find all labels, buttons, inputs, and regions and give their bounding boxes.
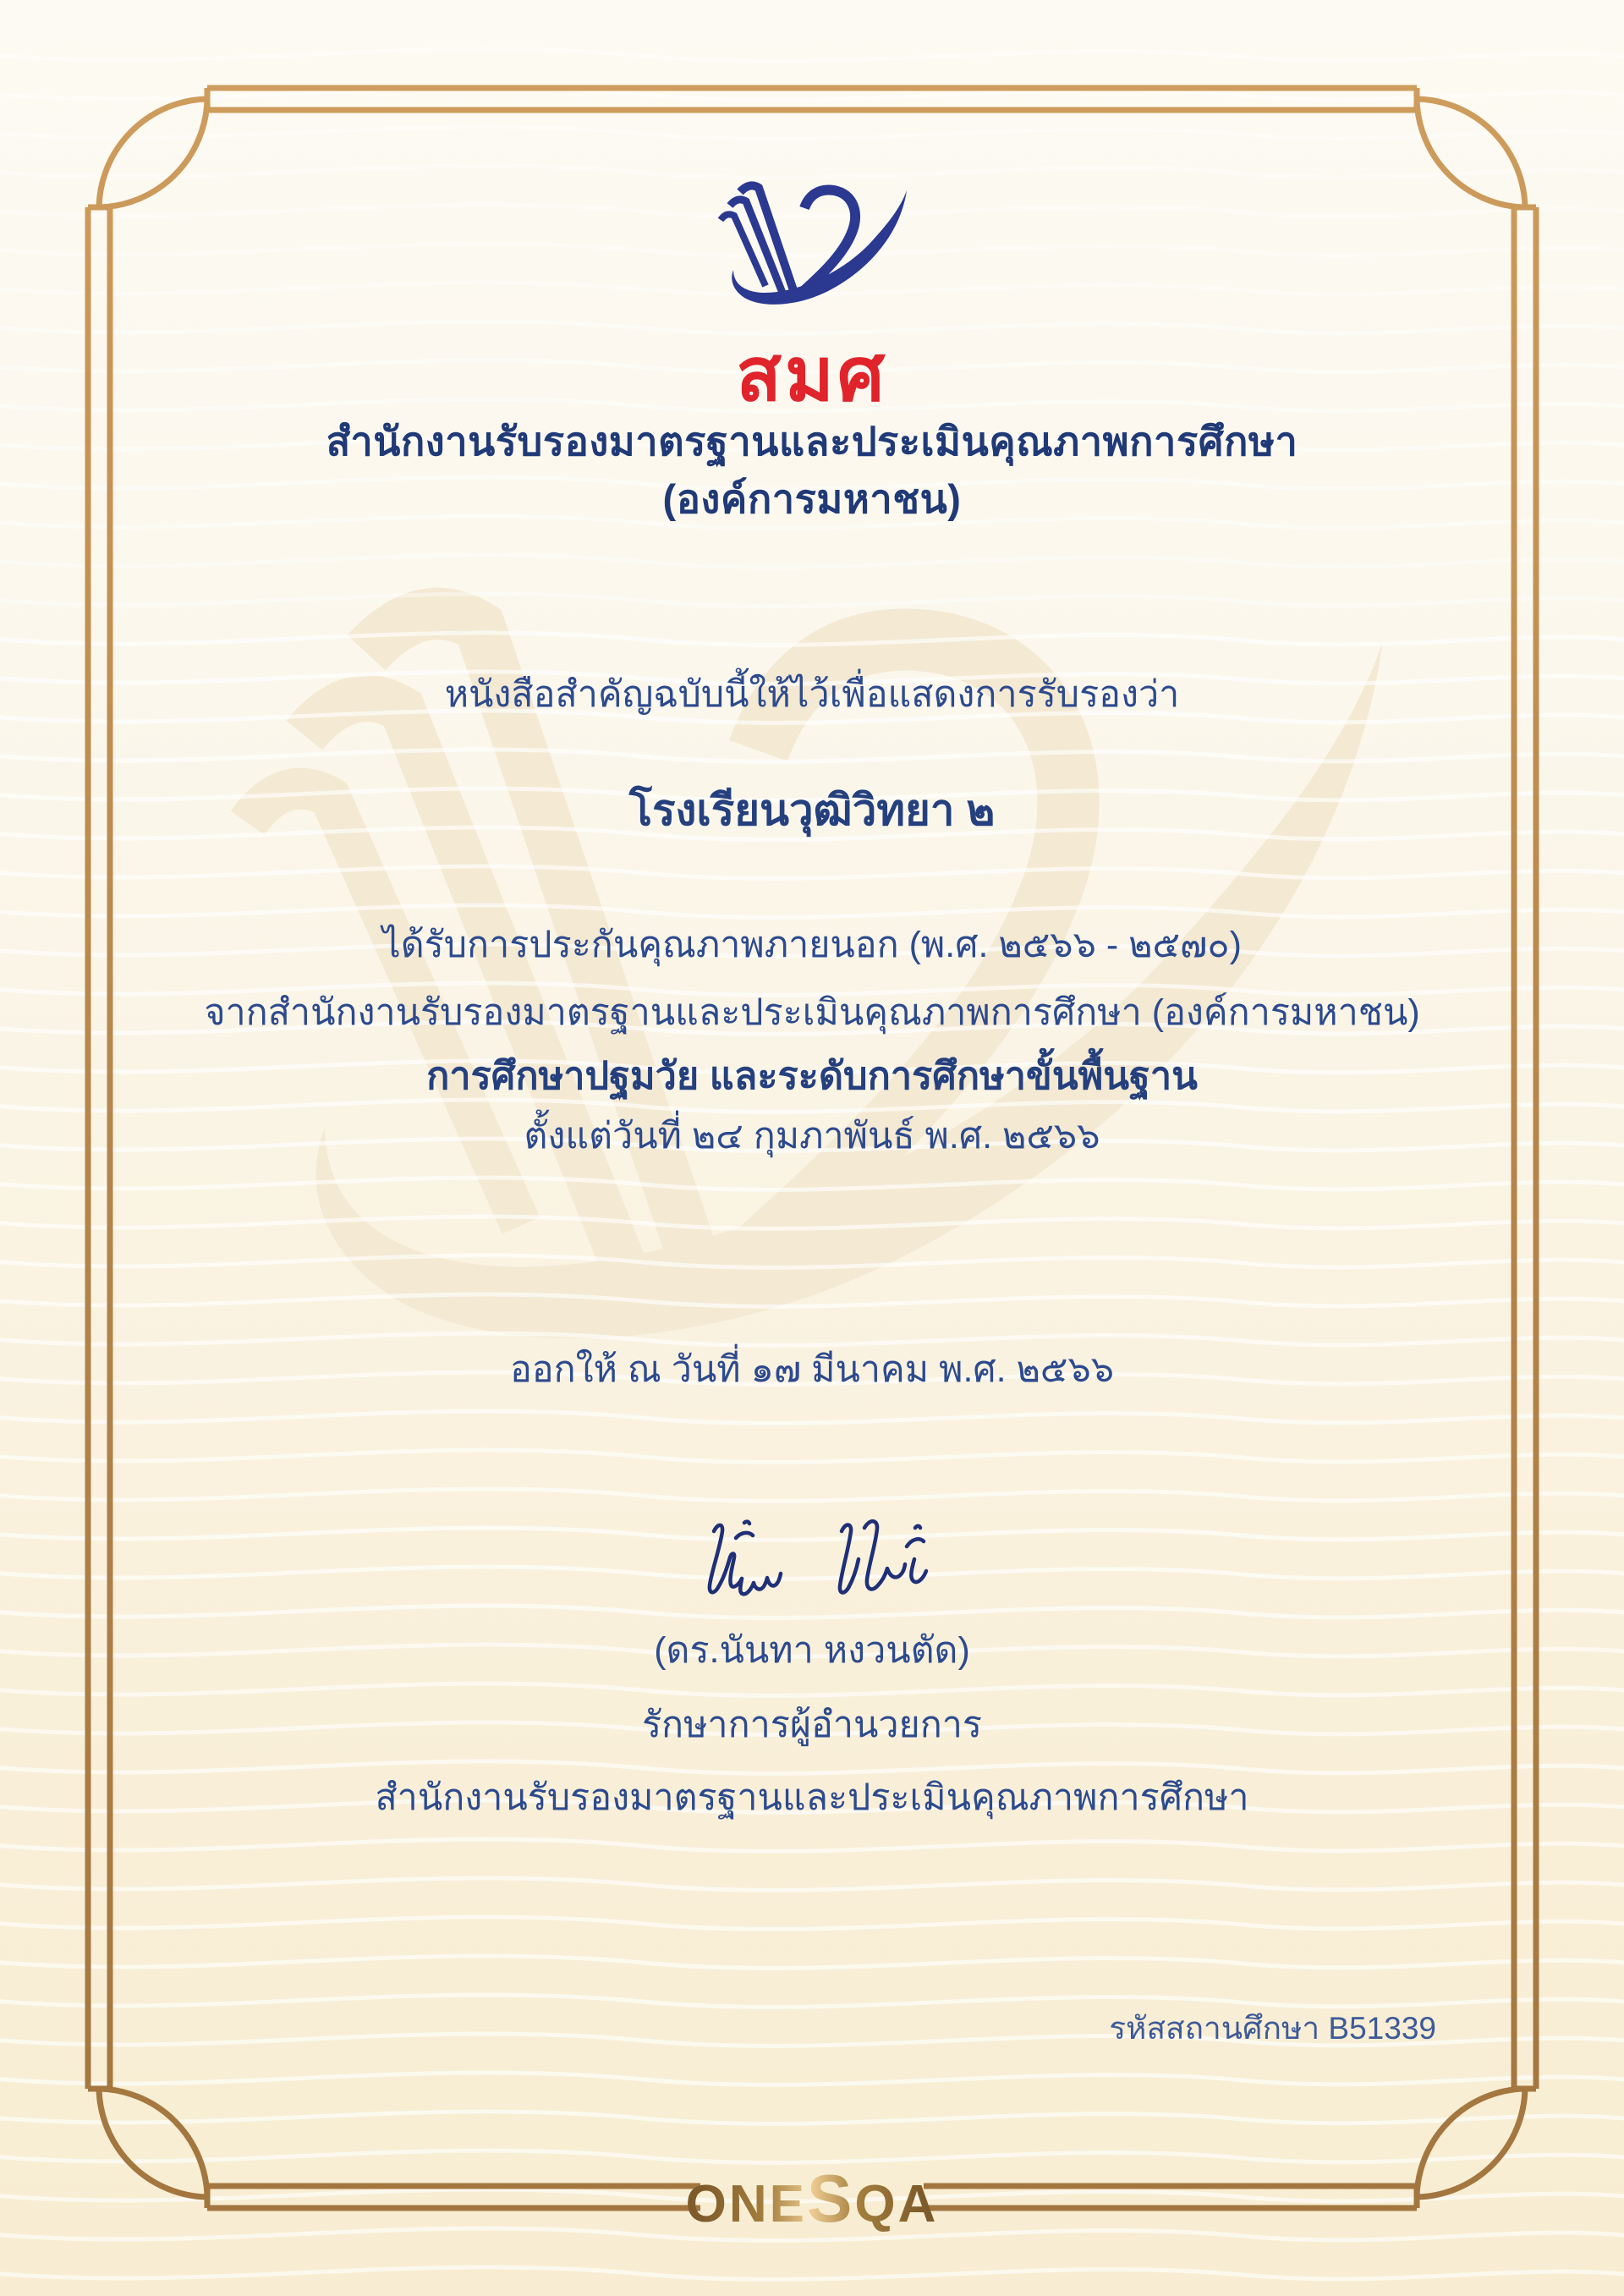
- education-levels-line: การศึกษาปฐมวัย และระดับการศึกษาขั้นพื้นฐาน: [426, 1054, 1198, 1097]
- school-name: โรงเรียนวุฒิวิทยา ๒: [628, 786, 996, 834]
- effective-date-line: ตั้งแต่วันที่ ๒๔ กุมภาพันธ์ พ.ศ. ๒๕๖๖: [524, 1116, 1100, 1156]
- onesqa-wordmark: ONESQA: [685, 2161, 939, 2236]
- intro-text: หนังสือสำคัญฉบับนี้ให้ไว้เพื่อแสดงการรับรองว่า: [444, 674, 1180, 715]
- issue-date-line: ออกให้ ณ วันที่ ๑๗ มีนาคม พ.ศ. ๒๕๖๖: [509, 1349, 1115, 1390]
- org-name-line1: สำนักงานรับรองมาตรฐานและประเมินคุณภาพการศึกษา: [326, 419, 1298, 464]
- signer-name: (ดร.นันทา หงวนตัด): [654, 1630, 970, 1671]
- border-lines: [88, 88, 1536, 2208]
- brand-acronym: สมศ: [736, 332, 888, 416]
- issuer-line: จากสำนักงานรับรองมาตรฐานและประเมินคุณภาพการศึกษา (องค์การมหาชน): [204, 992, 1420, 1033]
- org-name-line2: (องค์การมหาชน): [662, 476, 962, 521]
- accreditation-line: ได้รับการประกันคุณภาพภายนอก (พ.ศ. ๒๕๖๖ - ๒๕๗๐): [382, 925, 1242, 965]
- signer-organization: สำนักงานรับรองมาตรฐานและประเมินคุณภาพการศึกษา: [375, 1777, 1249, 1818]
- school-code: รหัสสถานศึกษา B51339: [1109, 2011, 1436, 2046]
- signer-title: รักษาการผู้อำนวยการ: [641, 1705, 983, 1745]
